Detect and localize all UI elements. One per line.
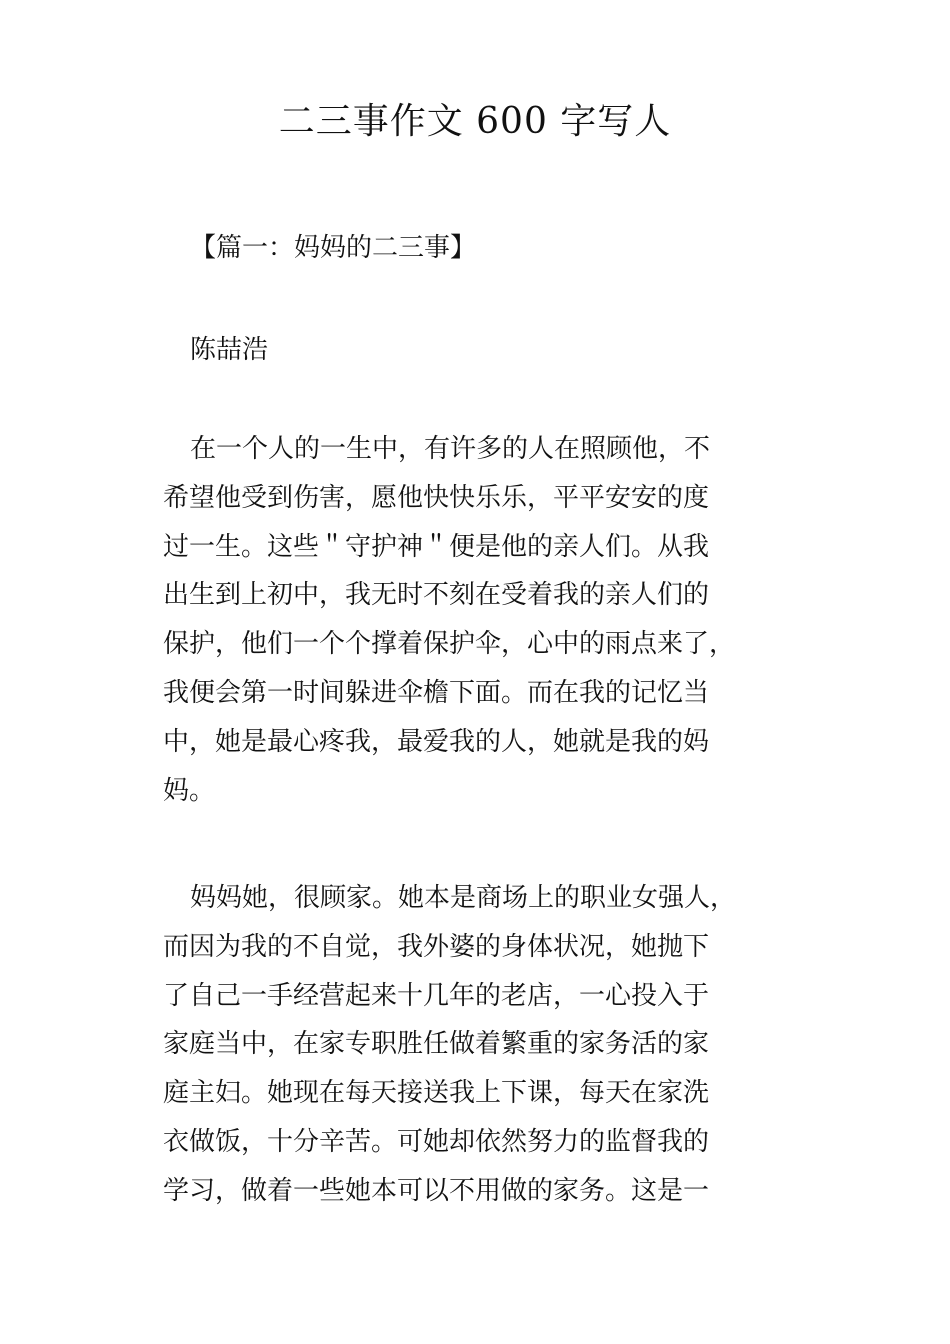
paragraph-line: 庭主妇。她现在每天接送我上下课，每天在家洗 — [163, 1078, 710, 1109]
section-heading: 【篇一：妈妈的二三事】 — [190, 233, 477, 263]
paragraph-line: 我便会第一时间躲进伞檐下面。而在我的记忆当 — [163, 677, 710, 708]
paragraph-line: 学习，做着一些她本可以不用做的家务。这是一 — [163, 1175, 710, 1206]
author-name: 陈喆浩 — [190, 335, 269, 365]
paragraph-line: 过一生。这些＂守护神＂便是他的亲人们。从我 — [163, 531, 710, 562]
paragraph-line: 保护，他们一个个撑着保护伞，心中的雨点来了， — [163, 629, 736, 660]
paragraph-line: 而因为我的不自觉，我外婆的身体状况，她抛下 — [163, 931, 710, 962]
paragraph-line: 出生到上初中，我无时不刻在受着我的亲人们的 — [163, 580, 710, 611]
paragraph-line: 了自己一手经营起来十几年的老店，一心投入于 — [163, 980, 710, 1011]
document-title: 二三事作文 600 字写人 — [278, 101, 672, 142]
paragraph-line: 衣做饭，十分辛苦。可她却依然努力的监督我的 — [163, 1126, 710, 1157]
paragraph-line: 中，她是最心疼我，最爱我的人，她就是我的妈 — [163, 726, 710, 757]
paragraph-1 — [163, 425, 823, 815]
paragraph-line: 家庭当中，在家专职胜任做着繁重的家务活的家 — [163, 1029, 710, 1060]
paragraph-line: 在一个人的一生中，有许多的人在照顾他，不 — [190, 434, 711, 464]
paragraph-2 — [163, 874, 823, 1216]
paragraph-line: 希望他受到伤害，愿他快快乐乐，平平安安的度 — [163, 482, 710, 513]
paragraph-line: 妈妈她，很顾家。她本是商场上的职业女强人， — [190, 883, 737, 913]
paragraph-line: 妈。 — [163, 775, 216, 806]
